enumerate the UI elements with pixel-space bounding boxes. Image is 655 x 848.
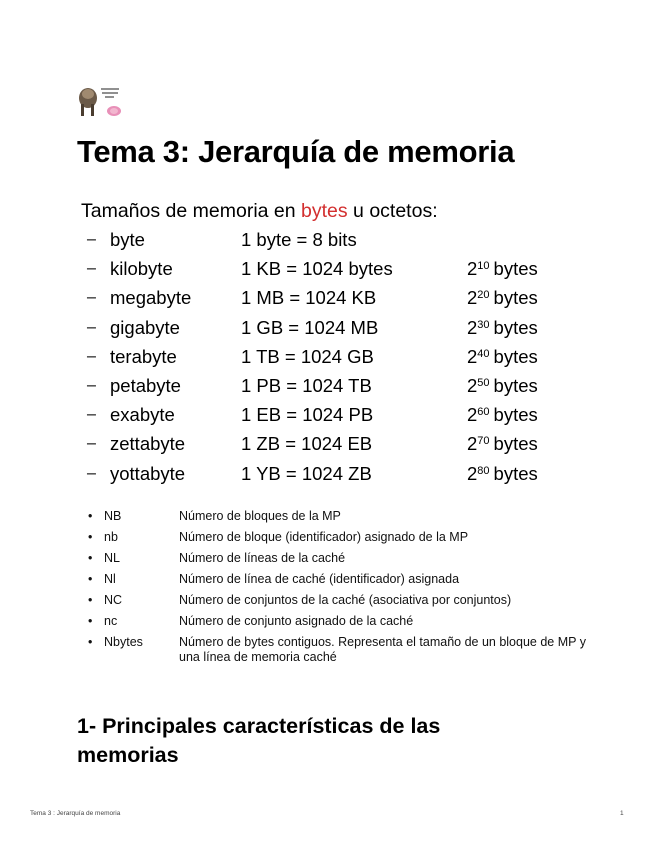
dash-marker: − xyxy=(86,229,97,250)
power-base: 2 xyxy=(467,258,478,280)
size-row xyxy=(86,346,586,375)
power-base: 2 xyxy=(467,345,478,367)
bullet-icon: • xyxy=(88,593,93,607)
power-unit: bytes xyxy=(493,404,538,426)
definition-item xyxy=(88,635,588,665)
unit-equivalence: 1 EB = 1024 PB xyxy=(241,404,374,426)
power-exponent: 30 xyxy=(477,318,490,331)
size-row xyxy=(86,463,586,492)
unit-power xyxy=(467,375,538,397)
power-base: 2 xyxy=(467,433,478,455)
bullet-icon: • xyxy=(88,509,93,523)
unit-equivalence: 1 KB = 1024 bytes xyxy=(241,258,393,280)
power-base: 2 xyxy=(467,404,478,426)
definition-desc: Número de línea de caché (identificador) asignada xyxy=(179,572,460,586)
definition-abbr: Nbytes xyxy=(104,635,143,649)
dash-marker: − xyxy=(86,404,97,426)
definition-desc: Número de bytes contiguos. Representa el tamaño de un bloque de MP y una línea de memoria caché xyxy=(179,635,586,664)
definition-abbr: NB xyxy=(104,509,122,523)
unit-name: petabyte xyxy=(110,374,181,396)
definition-desc: Número de conjuntos de la caché (asociativa por conjuntos) xyxy=(179,593,512,607)
unit-equivalence: 1 ZB = 1024 EB xyxy=(241,433,373,455)
power-unit: bytes xyxy=(493,433,538,455)
definition-item xyxy=(88,572,588,587)
bullet-icon: • xyxy=(88,635,93,649)
unit-equivalence: 1 MB = 1024 KB xyxy=(241,287,377,309)
intro-text-end: u octetos: xyxy=(347,200,438,222)
power-unit: bytes xyxy=(493,374,538,396)
definition-desc: Número de bloques de la MP xyxy=(179,509,341,523)
definition-desc: Número de conjunto asignado de la caché xyxy=(179,614,414,628)
power-exponent: 80 xyxy=(477,464,490,477)
definition-item xyxy=(88,614,588,629)
definition-abbr: Nl xyxy=(104,572,116,586)
power-unit: bytes xyxy=(493,462,538,484)
definitions-list xyxy=(88,509,588,671)
unit-equivalence: 1 PB = 1024 TB xyxy=(241,374,372,396)
unit-name: megabyte xyxy=(110,287,192,309)
dash-marker: − xyxy=(86,462,97,484)
definition-desc: Número de bloque (identificador) asignado de la MP xyxy=(179,530,469,544)
unit-power xyxy=(467,463,538,485)
unit-name: yottabyte xyxy=(110,462,186,484)
definition-abbr: NL xyxy=(104,551,120,565)
power-base: 2 xyxy=(467,374,478,396)
definition-item xyxy=(88,509,588,524)
unit-power xyxy=(467,433,538,455)
unit-power xyxy=(467,287,538,309)
dash-marker: − xyxy=(86,433,97,455)
bullet-icon: • xyxy=(88,614,93,628)
definition-item xyxy=(88,551,588,566)
dash-marker: − xyxy=(86,316,97,338)
intro-highlight: bytes xyxy=(301,200,348,222)
unit-name: terabyte xyxy=(110,345,177,367)
power-exponent: 20 xyxy=(477,289,490,302)
dash-marker: − xyxy=(86,287,97,309)
power-base: 2 xyxy=(467,287,478,309)
intro-text: Tamaños de memoria en xyxy=(81,200,302,222)
definition-abbr: nc xyxy=(104,614,118,628)
power-unit: bytes xyxy=(493,258,538,280)
dash-marker: − xyxy=(86,374,97,396)
size-row xyxy=(86,287,586,316)
definition-item xyxy=(88,530,588,545)
unit-name: kilobyte xyxy=(110,258,173,280)
unit-equivalence: 1 GB = 1024 MB xyxy=(241,316,379,338)
size-row xyxy=(86,317,586,346)
definition-abbr: nb xyxy=(104,530,118,544)
dash-marker: − xyxy=(86,345,97,367)
definition-abbr: NC xyxy=(104,593,123,607)
bullet-icon: • xyxy=(88,572,93,586)
unit-power xyxy=(467,346,538,368)
bullet-icon: • xyxy=(88,551,93,565)
size-row xyxy=(86,375,586,404)
sizes-intro xyxy=(81,200,438,223)
unit-equivalence: 1 YB = 1024 ZB xyxy=(241,462,372,484)
unit-name: byte xyxy=(110,229,145,250)
memory-size-list xyxy=(86,229,586,492)
section-heading: 1- Principales características de las memorias xyxy=(77,714,441,767)
unit-power xyxy=(467,258,538,280)
size-row xyxy=(86,229,586,258)
power-exponent: 50 xyxy=(477,376,490,389)
logo-image xyxy=(76,84,128,118)
unit-name: gigabyte xyxy=(110,316,180,338)
power-exponent: 70 xyxy=(477,435,490,448)
size-row xyxy=(86,404,586,433)
power-exponent: 60 xyxy=(477,406,490,419)
power-exponent: 10 xyxy=(477,260,490,273)
page-title: Tema 3: Jerarquía de memoria xyxy=(77,134,515,169)
definition-desc: Número de líneas de la caché xyxy=(179,551,346,565)
unit-power xyxy=(467,317,538,339)
unit-equivalence: 1 byte = 8 bits xyxy=(241,229,357,250)
bullet-icon: • xyxy=(88,530,93,544)
unit-name: exabyte xyxy=(110,404,175,426)
size-row xyxy=(86,433,586,462)
power-exponent: 40 xyxy=(477,347,490,360)
power-base: 2 xyxy=(467,316,478,338)
unit-equivalence: 1 TB = 1024 GB xyxy=(241,345,374,367)
power-unit: bytes xyxy=(493,316,538,338)
footer-text: Tema 3 : Jerarquía de memoria xyxy=(30,810,121,817)
unit-name: zettabyte xyxy=(110,433,186,455)
definition-item xyxy=(88,593,588,608)
page-number: 1 xyxy=(620,810,624,817)
power-base: 2 xyxy=(467,462,478,484)
power-unit: bytes xyxy=(493,287,538,309)
power-unit: bytes xyxy=(493,345,538,367)
unit-power xyxy=(467,404,538,426)
size-row xyxy=(86,258,586,287)
dash-marker: − xyxy=(86,258,97,280)
